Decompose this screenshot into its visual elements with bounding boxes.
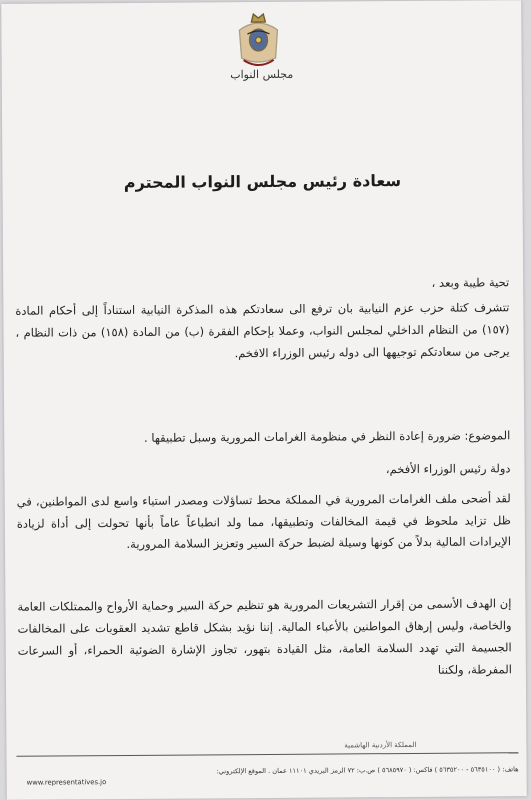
- salutation: دولة رئيس الوزراء الأفخم،: [385, 461, 511, 477]
- footer-divider: [16, 752, 518, 757]
- paragraph-intro: تتشرف كتلة حزب عزم النيابية بان ترفع الى سعادتكم هذه المذكرة النيابية استناداً إلى أحكام المادة (١٥٧) من النظام الداخلي لمجلس النواب، وعملا بإحكام الفقرة (ب) من المادة (١٥٨) من ذات النظام ، يرجى من سعادتكم توجيهها الى دوله رئيس الوزراء الافخم.: [15, 300, 510, 361]
- footer-stamp-text: المملكة الأردنية الهاشمية: [344, 740, 417, 750]
- council-name: مجلس النواب: [230, 67, 294, 82]
- royal-crest-icon: [229, 8, 287, 74]
- footer-contact: هاتف: ( ٥٦٣٥١٠٠ - ٥٦٣٥٢٠٠ ) فاكس: ( ٥٦٨٥٩٧٠ ) ص.ب: ٧٢ الرمز البريدي ١١١٠١ عمان . الموقع الإلكتروني:: [216, 765, 519, 776]
- footer-website-link[interactable]: www.representatives.jo: [26, 778, 107, 787]
- paragraph-body-1: لقد أضحى ملف الغرامات المرورية في المملكة محط تساؤلات ومصدر استياء واسع لدى المواطنين، في ظل تزايد ملحوظ في قيمة المخالفات وتطبيقها، مما ولد انطباعاً عاماً بأنها تحولت إلى أداة لزيادة الإيرادات المالية بدلاً من كونها وسيلة لضبط حركة السير وتعزيز السلامة المرورية.: [16, 491, 512, 551]
- letter-page: [1, 0, 527, 800]
- subject-line: الموضوع: ضرورة إعادة النظر في منظومة الغرامات المرورية وسبل تطبيقها .: [143, 428, 511, 445]
- addressee-heading: سعادة رئيس مجلس النواب المحترم: [123, 171, 402, 192]
- greeting: تحية طيبة وبعد ،: [431, 275, 510, 290]
- paragraph-body-2: إن الهدف الأسمى من إقرار التشريعات المرورية هو تنظيم حركة السير وحماية الأرواح والممتلكات العامة والخاصة، وليس إرهاق المواطنين بالأعباء المالية. إننا نؤيد بشكل قاطع تشديد العقوبات على المخالفات الجسيمة التي تهدد السلامة العامة، مثل القيادة بتهور، تجاوز الإشارة الضوئية الحمراء، أو السرعات المفرطة، ولكننا: [17, 596, 512, 677]
